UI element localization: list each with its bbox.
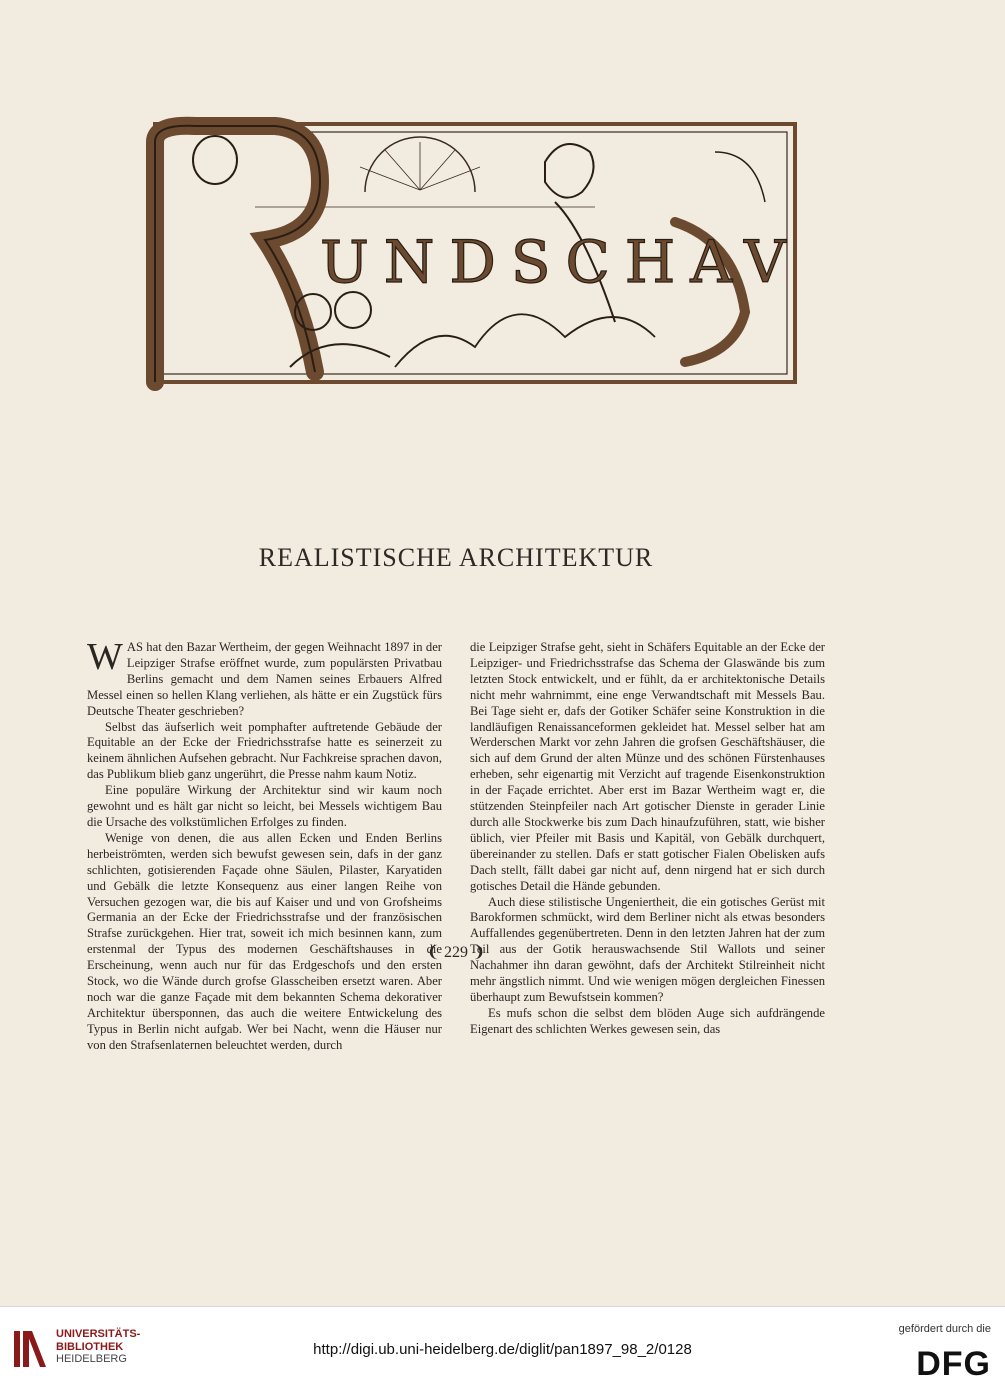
drop-cap: W: [87, 636, 123, 678]
library-name: UNIVERSITÄTS- BIBLIOTHEK HEIDELBERG: [56, 1328, 141, 1365]
right-text-column: [470, 640, 825, 1038]
paragraph-4: Wenige von denen, die aus allen Ecken und Enden Berlins herbeiströmten, werden sich bewufst gewesen sein, dafs in der ganz schlichten, gotisierenden Façade ohne Säulen, Pilaster, Karyatiden und Gebälk die letzte Konsequenz aus einer langen Reihe von Versuchen gezogen war, die bis auf Kaiser und und von Grofsheims Germania an der Ecke der Friedrichsstrafse und der französischen Strafse zurückgehen. Hier trat, soweit ich mich besinnen kann, zum erstenmal der Typus des modernen Geschäftshauses in die Erscheinung, wenn auch nur für das Erdgeschofs und den ersten Stock, wo die Wände durch grofse Glasscheiben ersetzt waren. Aber noch war die ganze Façade mit dem bekannten Schema dekorativer Architektur übersponnen, das auch die weitere Entwickelung des Typus in Berlin nicht aufgab. Wer bei Nacht, wenn die Häuser nur von den Strafsenlaternen beleuchtet werden, durch: [87, 830, 442, 1052]
source-url-link[interactable]: http://digi.ub.uni-heidelberg.de/diglit/pan1897_98_2/0128: [313, 1341, 692, 1358]
paragraph-5: die Leipziger Strafse geht, sieht in Schäfers Equitable an der Ecke der Leipziger- und Friedrichsstrafse das Schema der Glaswände bis zum letzten Stock entwickelt, und er fühlt, da er architektonische Details nicht mehr wahrnimmt, eine enge Verwandtschaft mit Messels Bau. Bei Tage sieht er, dafs der Gotiker Schäfer seine Konstruktion in die landläufigen Renaissanceformen gekleidet hat. Messel selber hat am Werderschen Markt vor zehn Jahren die grofsen Geschäftshäuser, die sich auf dem Grund der alten Münze und des schönen Fürstenhauses erheben, sehr eigenartig mit Verzicht auf tragende Eisenkonstruktion in der Façade errichtet. Aber erst im Bazar Wertheim wagt er, die stützenden Steinpfeiler nach Art gotischer Dienste in gerader Linie durch alle Stockwerke bis zum Dach hinaufzuführen, statt, wie bisher üblich, vier Pfeiler mit Basis und Kapitäl, von Gebälk durchquert, übereinander zu stellen. Dafs er statt gotischer Fialen Obelisken aufs Dach stellt, fällt dabei gar nicht auf, denn nirgend hat er sich durch gotisches Detail die Hände gebunden.: [470, 640, 825, 893]
paragraph-7: Es mufs schon die selbst dem blöden Auge sich aufdrängende Eigenart des schlichten Werkes gewesen sein, das: [470, 1005, 825, 1036]
dfg-logo: DFG: [916, 1345, 991, 1383]
digitization-footer: [0, 1306, 1005, 1391]
funded-by-label: gefördert durch die: [898, 1323, 991, 1335]
paragraph-3: Eine populäre Wirkung der Architektur sind wir kaum noch gewohnt und es hält gar nicht so leicht, bei Messels wichtigem Bau die Ursache des volkstümlichen Erfolges zu finden.: [87, 783, 442, 829]
page-number: ❨ 229 ❩: [426, 944, 486, 961]
paragraph-6: Auch diese stilistische Ungeniertheit, die ein gotisches Gerüst mit Barokformen schmückt, wird dem Berliner nicht als etwas besonders Auffallendes gegenübertreten. Denn in den letzten Jahren hat der zum Teil aus der Gotik herauswachsende Stil Wallots und seiner Nachahmer ihn daran gewöhnt, dafs der Architekt Stilreinheit nicht mehr ängstlich nimmt. Und wie wenigen mögen dergleichen Finessen überhaupt zum Bewufstsein kommen?: [470, 894, 825, 1004]
rundschau-banner-illustration: [115, 112, 800, 395]
paragraph-2: Selbst das äufserlich weit pomphafter auftretende Gebäude der Equitable an der Ecke der Friedrichsstrafse hatte es seinerzeit zu keinem ähnlichen Aufsehen gebracht. Nur Fachkreise sprachen davon, das Publikum blieb ganz ungerührt, die Presse nahm kaum Notiz.: [87, 719, 442, 782]
banner-lettering: UNDSCHAV: [320, 228, 790, 296]
left-text-column: [87, 636, 442, 1054]
article-title: REALISTISCHE ARCHITEKTUR: [258, 543, 654, 572]
paragraph-1: WAS hat den Bazar Wertheim, der gegen Weihnacht 1897 in der Leipziger Strafse eröffnet wurde, zum populärsten Privatbau Berlins gemacht und dem Namen seines Erbauers Alfred Messel einen so hellen Klang verliehen, als hätte er ein Zugstück fürs Deutsche Theater geschrieben?: [87, 636, 442, 718]
